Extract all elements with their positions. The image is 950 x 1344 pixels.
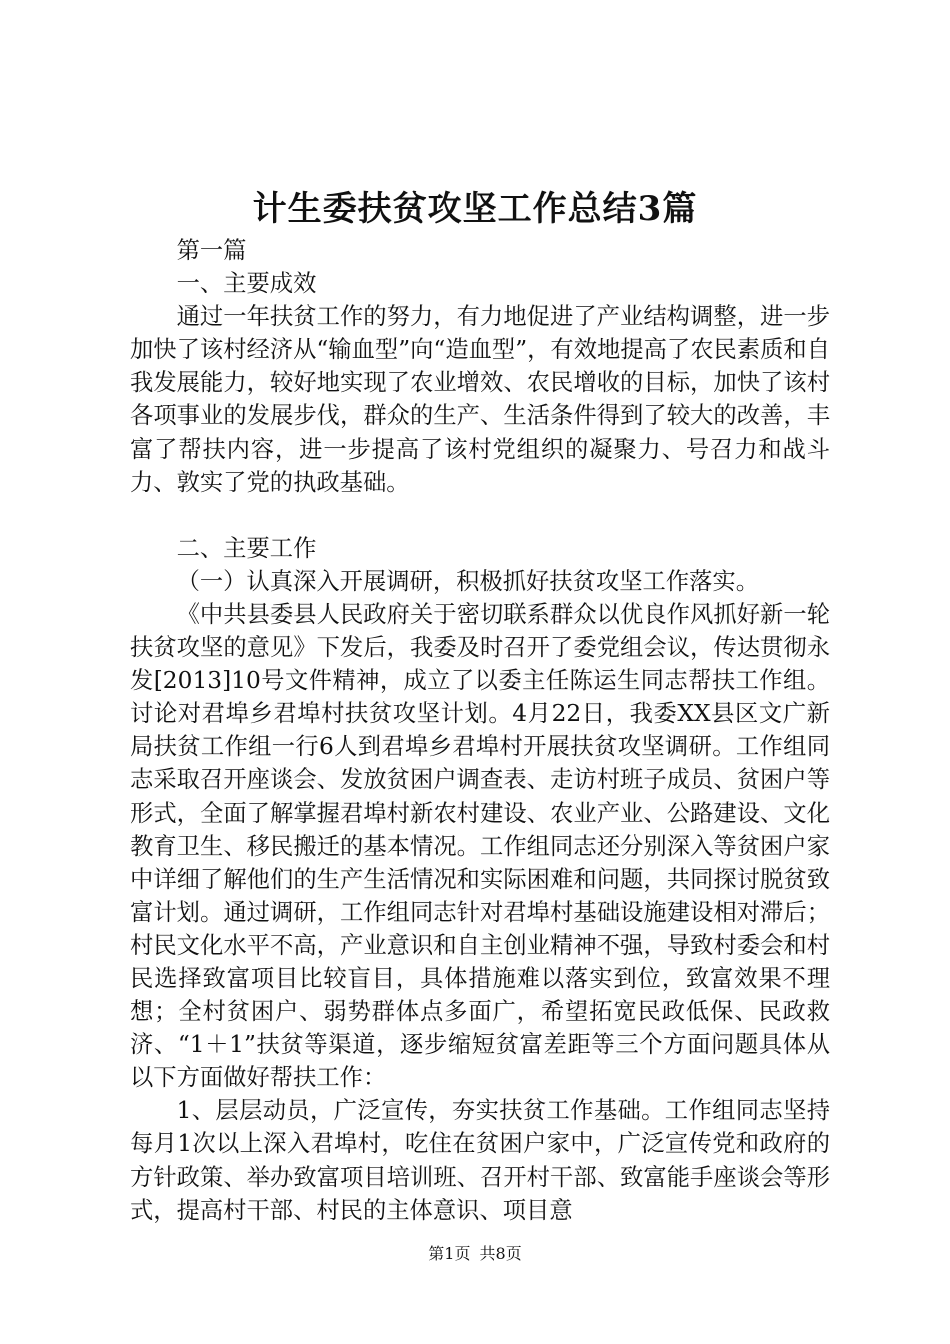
section-heading-main-results: 一、主要成效: [176, 270, 317, 298]
section-heading-main-work: 二、主要工作: [176, 534, 317, 562]
subsection-heading-research: （一）认真深入开展调研，积极抓好扶贫攻坚工作落实。: [176, 567, 760, 595]
page-number: 第1页: [428, 1244, 471, 1263]
paragraph-main-results: 通过一年扶贫工作的努力，有力地促进了产业结构调整，进一步加快了该村经济从“输血型”向“造血型”，有效地提高了农民素质和自我发展能力，较好地实现了农业增效、农民增收的目标，加快了该村各项事业的发展步伐，群众的生产、生活条件得到了较大的改善，丰富了帮扶内容，进一步提高了该村党组织的凝聚力、号召力和战斗力、敦实了党的执政基础。: [130, 303, 830, 496]
document-title: 计生委扶贫攻坚工作总结3篇: [252, 189, 698, 229]
paragraph-mobilization: 1、层层动员，广泛宣传，夯实扶贫工作基础。工作组同志坚持每月1次以上深入君埠村，吃住在贫困户家中，广泛宣传党和政府的方针政策、举办致富项目培训班、召开村干部、致富能手座谈会等形式，提高村干部、村民的主体意识、项目意: [130, 1097, 830, 1224]
section-heading-part-one: 第一篇: [176, 237, 247, 264]
document-body: [130, 234, 830, 1227]
page-total: 共8页: [479, 1244, 522, 1263]
page-footer: [0, 1244, 950, 1264]
paragraph-research: 《中共县委县人民政府关于密切联系群众以优良作风抓好新一轮扶贫攻坚的意见》下发后，我委及时召开了委党组会议，传达贯彻永发[2013]10号文件精神，成立了以委主任陈运生同志帮扶工作组。讨论对君埠乡君埠村扶贫攻坚计划。4月22日，我委XX县区文广新局扶贫工作组一行6人到君埠乡君埠村开展扶贫攻坚调研。工作组同志采取召开座谈会、发放贫困户调查表、走访村班子成员、贫困户等形式，全面了解掌握君埠村新农村建设、农业产业、公路建设、文化教育卫生、移民搬迁的基本情况。工作组同志还分别深入等贫困户家中详细了解他们的生产生活情况和实际困难和问题，共同探讨脱贫致富计划。通过调研，工作组同志针对君埠村基础设施建设相对滞后；村民文化水平不高，产业意识和自主创业精神不强，导致村委会和村民选择致富项目比较盲目，具体措施难以落实到位，致富效果不理想；全村贫困户、弱势群体点多面广，希望拓宽民政低保、民政救济、“1＋1”扶贫等渠道，逐步缩短贫富差距等三个方面问题具体从以下方面做好帮扶工作：: [130, 600, 830, 1092]
